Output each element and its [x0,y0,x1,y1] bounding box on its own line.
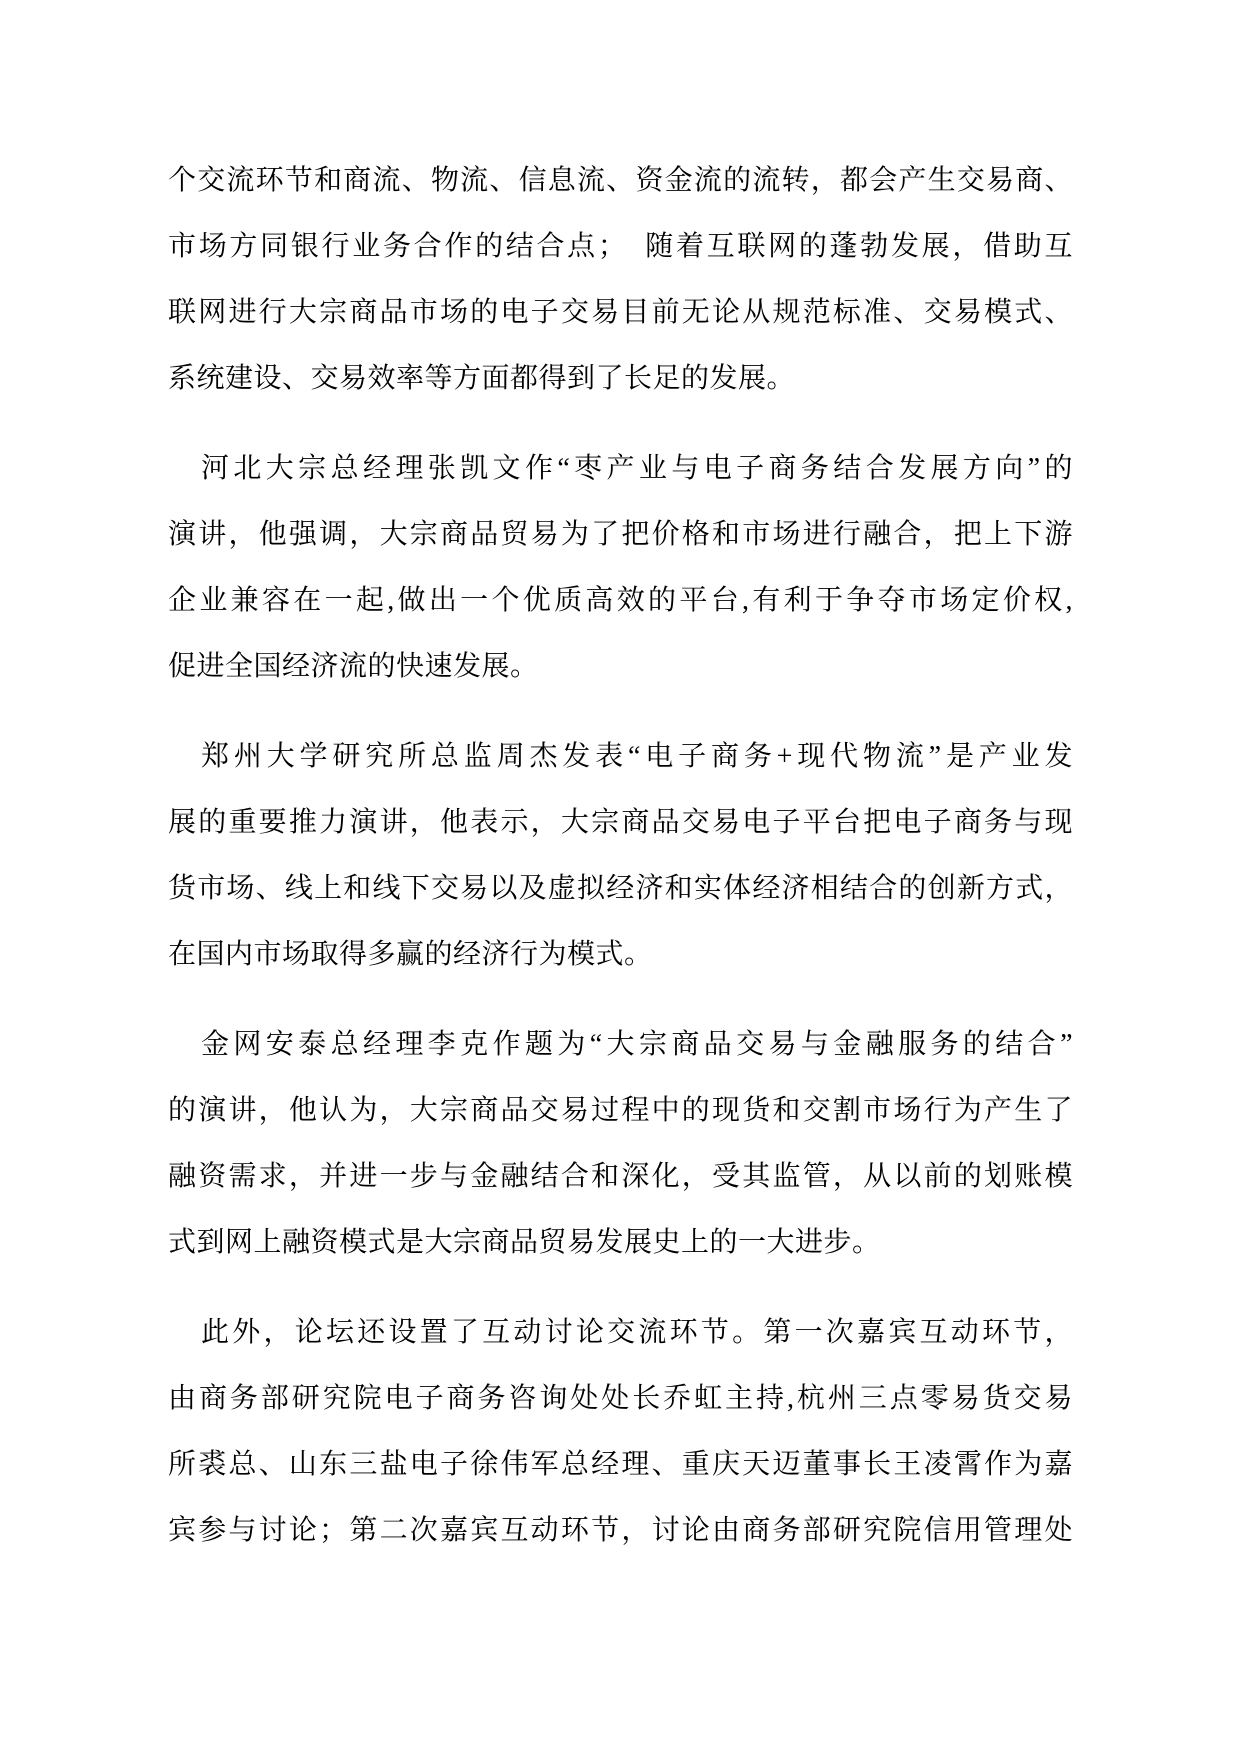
text-line: 金网安泰总经理李克作题为“大宗商品交易与金融服务的结合” [201,1029,1073,1060]
text-line: 演讲，他强调，大宗商品贸易为了把价格和市场进行融合，把上下游 [168,519,1073,550]
text-line: 系统建设、交易效率等方面都得到了长足的发展。 [168,363,796,394]
text-line: 联网进行大宗商品市场的电子交易目前无论从规范标准、交易模式、 [168,297,1073,328]
paragraph [168,1012,1073,1276]
text-line: 的演讲，他认为，大宗商品交易过程中的现货和交割市场行为产生了 [168,1095,1073,1126]
paragraph [168,1300,1073,1564]
paragraph [168,436,1073,700]
text-line: 货市场、线上和线下交易以及虚拟经济和实体经济相结合的创新方式， [168,873,1073,904]
text-line: 市场方同银行业务合作的结合点； 随着互联网的蓬勃发展，借助互 [168,231,1073,262]
text-line: 式到网上融资模式是大宗商品贸易发展史上的一大进步。 [168,1227,881,1258]
text-line: 由商务部研究院电子商务咨询处处长乔虹主持,杭州三点零易货交易 [168,1383,1073,1414]
text-line: 个交流环节和商流、物流、信息流、资金流的流转，都会产生交易商、 [168,165,1073,196]
text-line: 宾参与讨论；第二次嘉宾互动环节，讨论由商务部研究院信用管理处 [168,1515,1073,1546]
text-line: 此外，论坛还设置了互动讨论交流环节。第一次嘉宾互动环节， [201,1317,1073,1348]
text-line: 所裘总、山东三盐电子徐伟军总经理、重庆天迈董事长王凌霄作为嘉 [168,1449,1073,1480]
text-line: 展的重要推力演讲，他表示，大宗商品交易电子平台把电子商务与现 [168,807,1073,838]
paragraph [168,724,1073,988]
text-line: 在国内市场取得多赢的经济行为模式。 [168,939,653,970]
text-line: 企业兼容在一起,做出一个优质高效的平台,有利于争夺市场定价权, [168,585,1073,616]
text-line: 郑州大学研究所总监周杰发表“电子商务+现代物流”是产业发 [201,741,1073,772]
text-line: 促进全国经济流的快速发展。 [168,651,539,682]
text-line: 河北大宗总经理张凯文作“枣产业与电子商务结合发展方向”的 [201,453,1073,484]
paragraph [168,148,1073,412]
text-block [168,148,1073,1588]
text-line: 融资需求，并进一步与金融结合和深化，受其监管，从以前的划账模 [168,1161,1073,1192]
